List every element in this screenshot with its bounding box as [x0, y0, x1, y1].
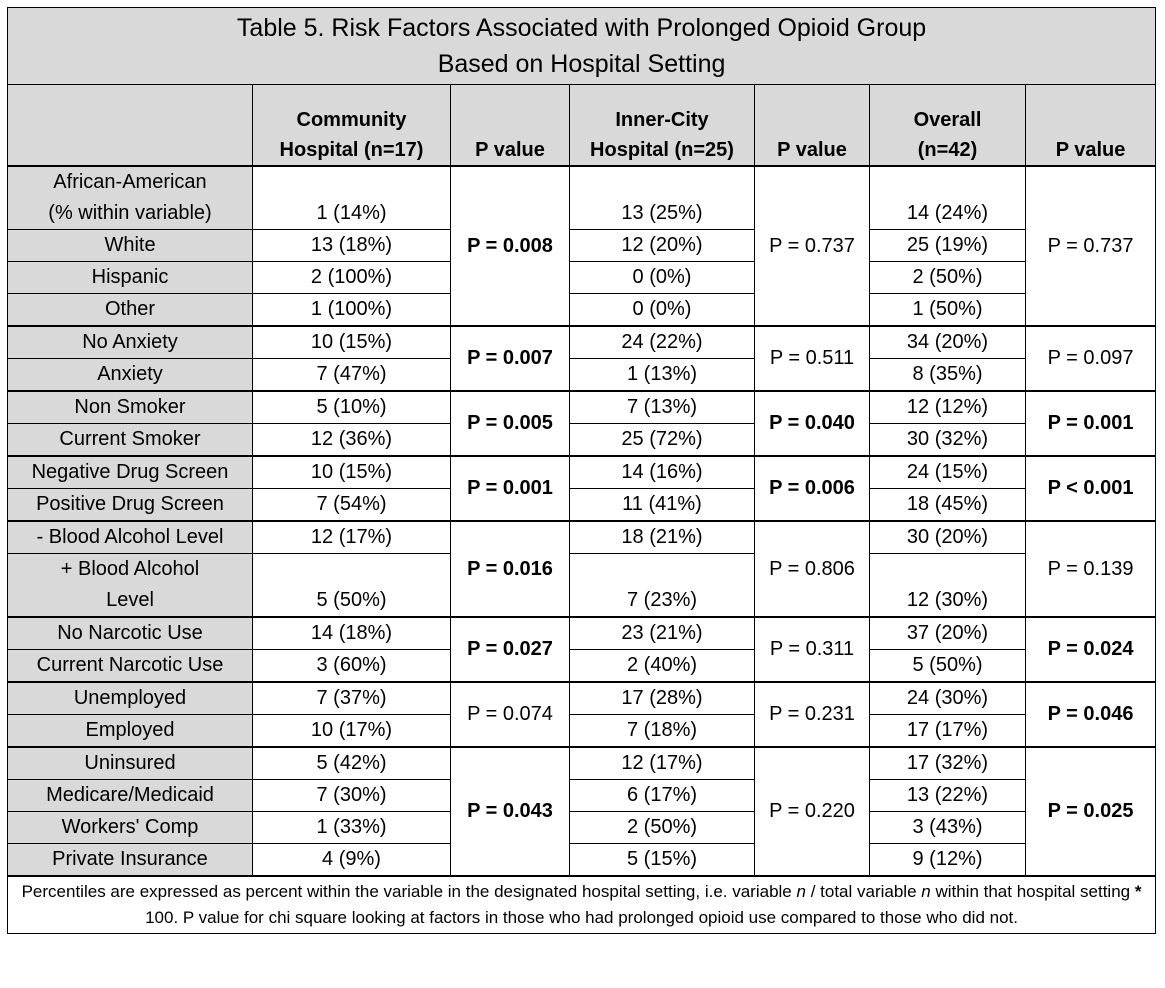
row-label-medicare-medicaid: Medicare/Medicaid: [8, 780, 253, 812]
cell-community: 7 (47%): [253, 359, 451, 392]
cell-overall: 3 (43%): [870, 812, 1026, 844]
cell-community: 14 (18%): [253, 617, 451, 650]
table-row: [8, 230, 1156, 262]
cell-inner: 13 (25%): [570, 166, 755, 230]
table-row: [8, 326, 1156, 359]
table-row: [8, 521, 1156, 554]
pvalue-alcohol-overall: P = 0.139: [1026, 521, 1156, 617]
row-label-anxiety: Anxiety: [8, 359, 253, 392]
row-label-positive-blood-alcohol: [8, 554, 253, 618]
pvalue-race-community: P = 0.008: [451, 166, 570, 326]
pvalue-race-overall: P = 0.737: [1026, 166, 1156, 326]
pvalue-smoker-overall: P = 0.001: [1026, 391, 1156, 456]
header-inner-line1: Inner-City: [615, 109, 709, 131]
cell-overall: 30 (32%): [870, 424, 1026, 457]
risk-factors-table: [7, 7, 1156, 934]
cell-community: 10 (17%): [253, 715, 451, 748]
cell-community: 10 (15%): [253, 456, 451, 489]
header-community: [253, 85, 451, 167]
pvalue-alcohol-community: P = 0.016: [451, 521, 570, 617]
label-line: + Blood Alcohol: [60, 558, 200, 580]
row-label-hispanic: Hispanic: [8, 262, 253, 294]
row-label-positive-drug-screen: Positive Drug Screen: [8, 489, 253, 522]
header-pvalue-inner: P value: [755, 85, 870, 167]
table-row: [8, 747, 1156, 780]
pvalue-drug-overall: P < 0.001: [1026, 456, 1156, 521]
pvalue-insurance-community: P = 0.043: [451, 747, 570, 876]
pvalue-anxiety-inner: P = 0.511: [755, 326, 870, 391]
pvalue-alcohol-inner: P = 0.806: [755, 521, 870, 617]
cell-inner: 7 (18%): [570, 715, 755, 748]
cell-overall: 14 (24%): [870, 166, 1026, 230]
cell-inner: 1 (13%): [570, 359, 755, 392]
cell-inner: 2 (50%): [570, 812, 755, 844]
cell-community: 7 (37%): [253, 682, 451, 715]
table-title-line1: Table 5. Risk Factors Associated with Prolonged Opioid Group: [236, 14, 927, 42]
row-label-negative-blood-alcohol: - Blood Alcohol Level: [8, 521, 253, 554]
footnote-text: / total variable: [805, 882, 922, 901]
cell-overall: 13 (22%): [870, 780, 1026, 812]
cell-overall: 8 (35%): [870, 359, 1026, 392]
label-line: African-American: [53, 171, 207, 193]
table-footnote: [8, 876, 1156, 934]
cell-overall: 1 (50%): [870, 294, 1026, 327]
row-label-employed: Employed: [8, 715, 253, 748]
pvalue-drug-inner: P = 0.006: [755, 456, 870, 521]
cell-inner: 11 (41%): [570, 489, 755, 522]
cell-community: 4 (9%): [253, 844, 451, 877]
table-row: [8, 554, 1156, 618]
cell-overall: 24 (15%): [870, 456, 1026, 489]
table-row: [8, 359, 1156, 392]
cell-overall: 17 (32%): [870, 747, 1026, 780]
footnote-text: Percentiles are expressed as percent within the variable in the designated hospital setting, i.e. variable: [21, 882, 797, 901]
pvalue-drug-community: P = 0.001: [451, 456, 570, 521]
table-row: [8, 456, 1156, 489]
table-row: [8, 715, 1156, 748]
pvalue-smoker-community: P = 0.005: [451, 391, 570, 456]
footnote-n: n: [796, 882, 806, 901]
table-row: [8, 424, 1156, 457]
pvalue-employment-community: P = 0.074: [451, 682, 570, 747]
row-label-uninsured: Uninsured: [8, 747, 253, 780]
header-overall: [870, 85, 1026, 167]
header-overall-line2: (n=42): [917, 139, 978, 161]
header-community-line1: Community: [296, 109, 407, 131]
table-row: [8, 812, 1156, 844]
pvalue-narcotic-inner: P = 0.311: [755, 617, 870, 682]
row-label-workers-comp: Workers' Comp: [8, 812, 253, 844]
cell-inner: 7 (13%): [570, 391, 755, 424]
label-line: Level: [106, 589, 154, 611]
cell-overall: 37 (20%): [870, 617, 1026, 650]
header-inner-line2: Hospital (n=25): [590, 139, 734, 161]
table-row: [8, 682, 1156, 715]
pvalue-anxiety-community: P = 0.007: [451, 326, 570, 391]
row-label-current-smoker: Current Smoker: [8, 424, 253, 457]
row-label-private-insurance: Private Insurance: [8, 844, 253, 877]
cell-overall: 18 (45%): [870, 489, 1026, 522]
cell-inner: 7 (23%): [570, 554, 755, 618]
footnote-star: *: [1134, 882, 1142, 901]
cell-community: 1 (33%): [253, 812, 451, 844]
pvalue-narcotic-community: P = 0.027: [451, 617, 570, 682]
table-row: [8, 489, 1156, 522]
cell-inner: 12 (20%): [570, 230, 755, 262]
cell-overall: 25 (19%): [870, 230, 1026, 262]
cell-overall: 34 (20%): [870, 326, 1026, 359]
cell-inner: 2 (40%): [570, 650, 755, 683]
cell-inner: 12 (17%): [570, 747, 755, 780]
pvalue-insurance-overall: P = 0.025: [1026, 747, 1156, 876]
footnote-text: 100. P value for chi square looking at factors in those who had prolonged opioid use compared to those who did not.: [145, 908, 1018, 927]
table-row: [8, 262, 1156, 294]
row-label-african-american: [8, 166, 253, 230]
cell-inner: 0 (0%): [570, 294, 755, 327]
header-inner-city: [570, 85, 755, 167]
table-row: [8, 391, 1156, 424]
row-label-no-narcotic-use: No Narcotic Use: [8, 617, 253, 650]
cell-inner: 6 (17%): [570, 780, 755, 812]
cell-community: 3 (60%): [253, 650, 451, 683]
cell-community: 2 (100%): [253, 262, 451, 294]
cell-community: 12 (36%): [253, 424, 451, 457]
header-row: [8, 85, 1156, 167]
table-title-line2: Based on Hospital Setting: [437, 50, 726, 78]
cell-community: 7 (54%): [253, 489, 451, 522]
cell-overall: 24 (30%): [870, 682, 1026, 715]
cell-overall: 2 (50%): [870, 262, 1026, 294]
header-pvalue-overall: P value: [1026, 85, 1156, 167]
footnote-text: within that hospital setting: [930, 882, 1135, 901]
cell-overall: 12 (30%): [870, 554, 1026, 618]
cell-community: 13 (18%): [253, 230, 451, 262]
pvalue-insurance-inner: P = 0.220: [755, 747, 870, 876]
cell-community: 12 (17%): [253, 521, 451, 554]
cell-overall: 30 (20%): [870, 521, 1026, 554]
header-community-line2: Hospital (n=17): [279, 139, 424, 161]
header-blank: [8, 85, 253, 167]
cell-overall: 12 (12%): [870, 391, 1026, 424]
title-row: [8, 8, 1156, 85]
results-table-container: [7, 7, 1155, 934]
pvalue-employment-inner: P = 0.231: [755, 682, 870, 747]
row-label-no-anxiety: No Anxiety: [8, 326, 253, 359]
cell-inner: 18 (21%): [570, 521, 755, 554]
pvalue-narcotic-overall: P = 0.024: [1026, 617, 1156, 682]
header-overall-line1: Overall: [913, 109, 982, 131]
table-row: [8, 844, 1156, 877]
cell-inner: 14 (16%): [570, 456, 755, 489]
footnote-row: [8, 876, 1156, 934]
cell-community: 10 (15%): [253, 326, 451, 359]
row-label-negative-drug-screen: Negative Drug Screen: [8, 456, 253, 489]
pvalue-race-inner: P = 0.737: [755, 166, 870, 326]
row-label-other: Other: [8, 294, 253, 327]
pvalue-employment-overall: P = 0.046: [1026, 682, 1156, 747]
table-title: [8, 8, 1156, 85]
cell-overall: 9 (12%): [870, 844, 1026, 877]
row-label-white: White: [8, 230, 253, 262]
cell-inner: 5 (15%): [570, 844, 755, 877]
row-label-non-smoker: Non Smoker: [8, 391, 253, 424]
cell-inner: 0 (0%): [570, 262, 755, 294]
footnote-n: n: [921, 882, 931, 901]
cell-overall: 17 (17%): [870, 715, 1026, 748]
table-row: [8, 650, 1156, 683]
cell-community: 5 (50%): [253, 554, 451, 618]
cell-overall: 5 (50%): [870, 650, 1026, 683]
cell-inner: 24 (22%): [570, 326, 755, 359]
row-label-current-narcotic-use: Current Narcotic Use: [8, 650, 253, 683]
table-row: [8, 294, 1156, 327]
cell-community: 1 (14%): [253, 166, 451, 230]
label-line: (% within variable): [48, 202, 212, 224]
table-row: [8, 166, 1156, 230]
pvalue-smoker-inner: P = 0.040: [755, 391, 870, 456]
cell-community: 5 (10%): [253, 391, 451, 424]
cell-community: 5 (42%): [253, 747, 451, 780]
cell-inner: 17 (28%): [570, 682, 755, 715]
table-row: [8, 780, 1156, 812]
cell-community: 7 (30%): [253, 780, 451, 812]
header-pvalue-community: P value: [451, 85, 570, 167]
cell-inner: 25 (72%): [570, 424, 755, 457]
pvalue-anxiety-overall: P = 0.097: [1026, 326, 1156, 391]
cell-community: 1 (100%): [253, 294, 451, 327]
cell-inner: 23 (21%): [570, 617, 755, 650]
table-row: [8, 617, 1156, 650]
row-label-unemployed: Unemployed: [8, 682, 253, 715]
